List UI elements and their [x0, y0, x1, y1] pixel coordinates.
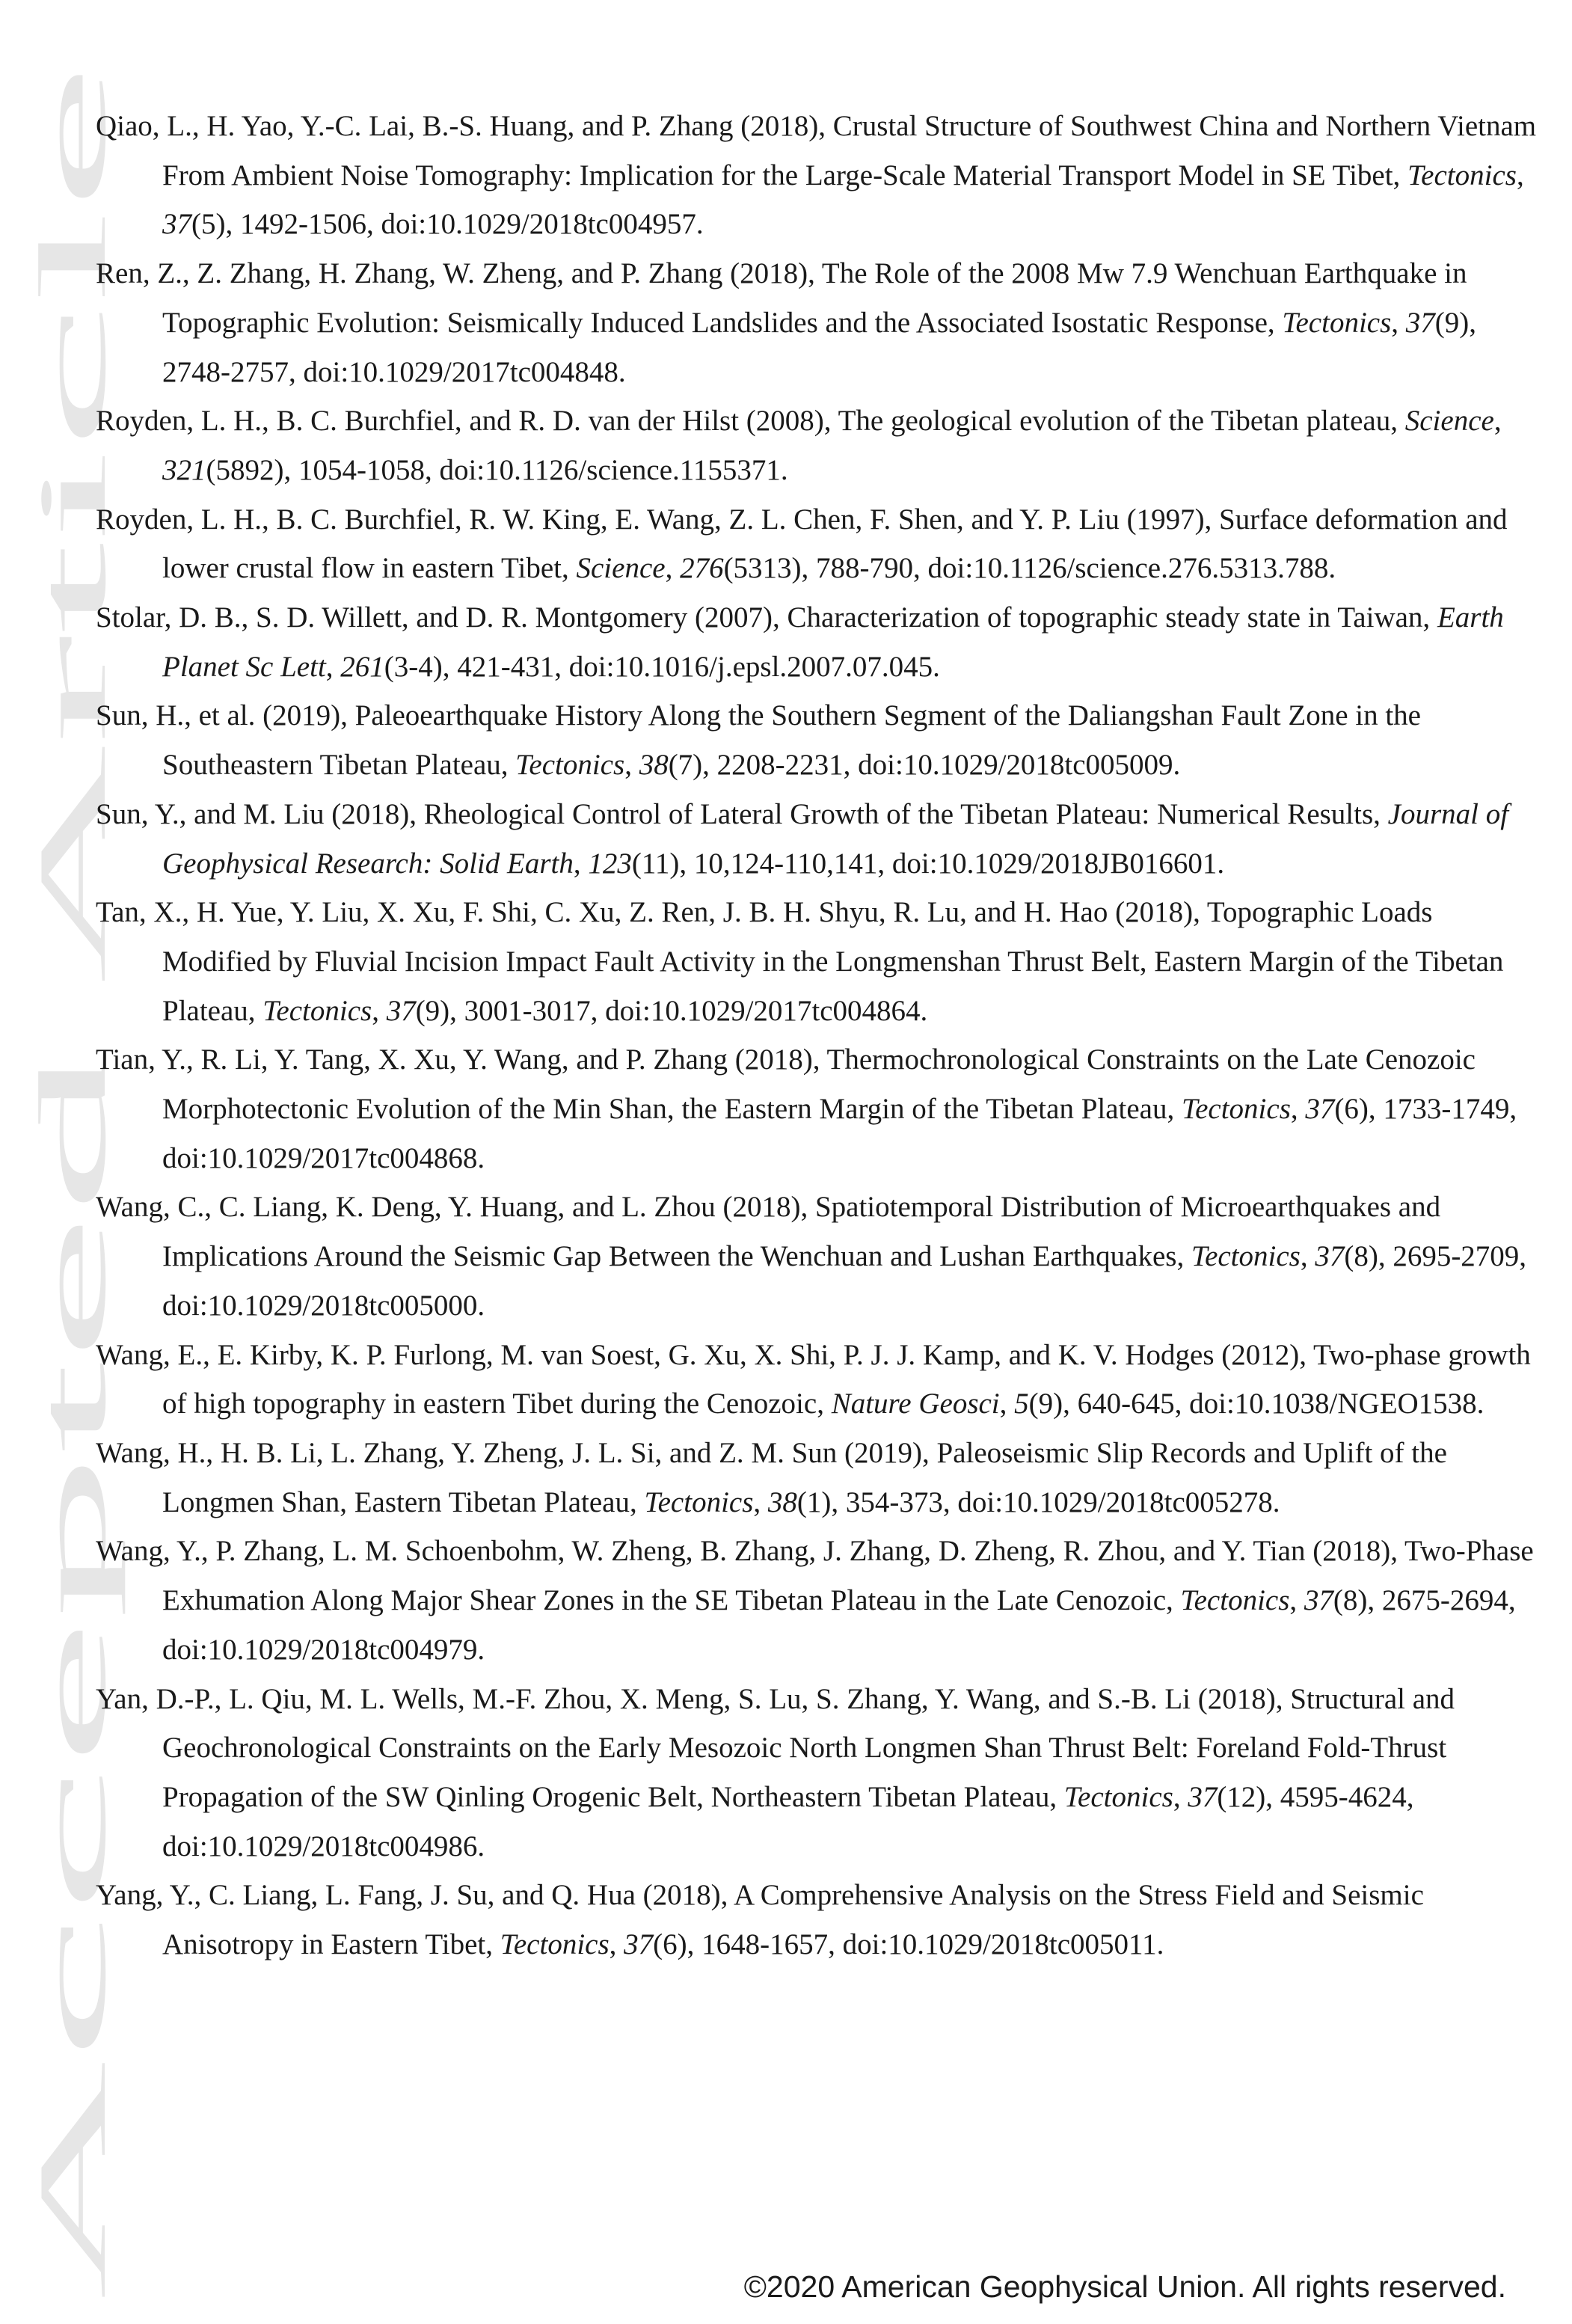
reference-pages-doi: (9), 3001-3017, doi:10.1029/2017tc004864.: [415, 994, 928, 1027]
reference-pages-doi: (9), 640-645, doi:10.1038/NGEO1538.: [1028, 1388, 1485, 1420]
reference-volume: 37: [1405, 306, 1435, 339]
reference-pages-doi: (8), 2675-2694, doi:10.1029/2018tc004979.: [162, 1584, 1516, 1666]
reference-separator: ,: [624, 749, 639, 782]
reference-entry: [96, 1527, 1539, 1674]
reference-separator: ,: [1173, 1780, 1188, 1813]
reference-entry: [96, 1183, 1539, 1330]
reference-text: Yan, D.-P., L. Qiu, M. L. Wells, M.-F. Zhou, X. Meng, S. Lu, S. Zhang, Y. Wang, and S.-B. Li (2018), Structural and Geochronological Constraints on the Early Mesozoic North Longmen Shan Thrust Belt: Foreland Fold-Thrust Propagation of the SW Qinling Orogenic Belt, Northeastern Tibetan Plateau,: [96, 1682, 1455, 1813]
reference-journal: Journal of Geophysical Research: Solid Earth: [162, 797, 1509, 880]
reference-journal: Tectonics: [515, 749, 625, 782]
reference-text: Yang, Y., C. Liang, L. Fang, J. Su, and Q. Hua (2018), A Comprehensive Analysis on the Stress Field and Seismic Anisotropy in Eastern Tibet,: [96, 1879, 1424, 1961]
reference-separator: ,: [1300, 1240, 1315, 1273]
reference-entry: [96, 1331, 1539, 1429]
copyright-footer: ©2020 American Geophysical Union. All rights reserved.: [743, 2269, 1506, 2304]
reference-pages-doi: (5313), 788-790, doi:10.1126/science.276.5313.788.: [723, 552, 1336, 585]
reference-text: Tan, X., H. Yue, Y. Liu, X. Xu, F. Shi, C. Xu, Z. Ren, J. B. H. Shyu, R. Lu, and H. Hao (2018), Topographic Loads Modified by Fluvial Incision Impact Fault Activity in the Longmenshan Thrust Belt, Eastern Margin of the Tibetan Plateau,: [96, 896, 1504, 1027]
reference-volume: 38: [639, 749, 669, 782]
reference-separator: ,: [1391, 306, 1406, 339]
reference-volume: 37: [624, 1928, 654, 1961]
reference-journal: Tectonics: [262, 994, 372, 1027]
reference-entry: [96, 1035, 1539, 1183]
reference-journal: Science: [576, 552, 666, 585]
reference-entry: [96, 691, 1539, 789]
reference-volume: 37: [1315, 1240, 1345, 1273]
reference-volume: 37: [1188, 1780, 1218, 1813]
reference-text: Royden, L. H., B. C. Burchfiel, R. W. King, E. Wang, Z. L. Chen, F. Shen, and Y. P. Liu (1997), Surface deformation and lower crustal flow in eastern Tibet,: [96, 503, 1508, 585]
reference-text: Wang, H., H. B. Li, L. Zhang, Y. Zheng, J. L. Si, and Z. M. Sun (2019), Paleoseismic Slip Records and Uplift of the Longmen Shan, Eastern Tibetan Plateau,: [96, 1436, 1447, 1518]
reference-entry: [96, 790, 1539, 888]
reference-pages-doi: (12), 4595-4624, doi:10.1029/2018tc004986.: [162, 1780, 1414, 1862]
reference-separator: ,: [573, 847, 589, 880]
reference-journal: Earth Planet Sc Lett: [162, 601, 1504, 683]
reference-text: Royden, L. H., B. C. Burchfiel, and R. D. van der Hilst (2008), The geological evolution of the Tibetan plateau,: [96, 405, 1405, 438]
reference-text: Sun, H., et al. (2019), Paleoearthquake History Along the Southern Segment of the Daliangshan Fault Zone in the Southeastern Tibetan Plateau,: [96, 699, 1421, 782]
reference-pages-doi: (11), 10,124-110,141, doi:10.1029/2018JB016601.: [631, 847, 1225, 880]
reference-pages-doi: (9), 2748-2757, doi:10.1029/2017tc004848.: [162, 306, 1477, 388]
reference-entry: [96, 249, 1539, 396]
reference-pages-doi: (3-4), 421-431, doi:10.1016/j.epsl.2007.07.045.: [384, 650, 940, 683]
reference-separator: ,: [1493, 405, 1502, 438]
reference-separator: ,: [372, 994, 387, 1027]
reference-separator: ,: [999, 1388, 1015, 1420]
reference-entry: [96, 495, 1539, 593]
reference-volume: 38: [767, 1486, 797, 1518]
reference-pages-doi: (8), 2695-2709, doi:10.1029/2018tc005000.: [162, 1240, 1527, 1322]
reference-text: Wang, C., C. Liang, K. Deng, Y. Huang, and L. Zhou (2018), Spatiotemporal Distribution of Microearthquakes and Implications Around the Seismic Gap Between the Wenchuan and Lushan Earthquakes,: [96, 1191, 1441, 1273]
reference-entry: [96, 1429, 1539, 1527]
reference-separator: ,: [1516, 159, 1524, 191]
reference-list: [96, 102, 1539, 1969]
reference-separator: ,: [753, 1486, 768, 1518]
reference-journal: Tectonics: [1407, 159, 1517, 191]
reference-volume: 37: [386, 994, 416, 1027]
reference-journal: Nature Geosci: [831, 1388, 1000, 1420]
reference-journal: Tectonics: [500, 1928, 610, 1961]
reference-volume: 37: [1305, 1093, 1335, 1126]
reference-separator: ,: [1289, 1584, 1304, 1617]
reference-text: Tian, Y., R. Li, Y. Tang, X. Xu, Y. Wang, and P. Zhang (2018), Thermochronological Constraints on the Late Cenozoic Morphotectonic Evolution of the Min Shan, the Eastern Margin of the Tibetan Plateau,: [96, 1043, 1476, 1126]
reference-pages-doi: (6), 1733-1749, doi:10.1029/2017tc004868.: [162, 1093, 1517, 1174]
reference-volume: 37: [162, 208, 191, 241]
reference-entry: [96, 1871, 1539, 1969]
reference-entry: [96, 102, 1539, 249]
reference-pages-doi: (1), 354-373, doi:10.1029/2018tc005278.: [796, 1486, 1280, 1518]
reference-text: Stolar, D. B., S. D. Willett, and D. R. Montgomery (2007), Characterization of topographic steady state in Taiwan,: [96, 601, 1437, 634]
reference-entry: [96, 888, 1539, 1035]
reference-separator: ,: [1290, 1093, 1306, 1126]
reference-journal: Science: [1404, 405, 1494, 438]
reference-text: Wang, E., E. Kirby, K. P. Furlong, M. van Soest, G. Xu, X. Shi, P. J. J. Kamp, and K. V. Hodges (2012), Two-phase growth of high topography in eastern Tibet during the Cenozoic,: [96, 1338, 1531, 1420]
reference-text: Qiao, L., H. Yao, Y.-C. Lai, B.-S. Huang, and P. Zhang (2018), Crustal Structure of Southwest China and Northern Vietnam From Ambient Noise Tomography: Implication for the Large-Scale Material Transport Model in SE Tibet,: [96, 110, 1537, 191]
reference-journal: Tectonics: [1191, 1240, 1301, 1273]
reference-volume: 37: [1304, 1584, 1333, 1617]
reference-volume: 321: [162, 453, 206, 486]
reference-text: Sun, Y., and M. Liu (2018), Rheological Control of Lateral Growth of the Tibetan Plateau: Numerical Results,: [96, 797, 1388, 830]
watermark-text: Accepted Article: [19, 1654, 126, 2300]
reference-pages-doi: (5), 1492-1506, doi:10.1029/2018tc004957.: [191, 208, 704, 241]
reference-journal: Tectonics: [1063, 1780, 1173, 1813]
reference-separator: ,: [325, 650, 341, 683]
reference-text: Wang, Y., P. Zhang, L. M. Schoenbohm, W. Zheng, B. Zhang, J. Zhang, D. Zheng, R. Zhou, and Y. Tian (2018), Two-Phase Exhumation Along Major Shear Zones in the SE Tibetan Plateau in the Late Cenozoic,: [96, 1535, 1534, 1617]
reference-pages-doi: (6), 1648-1657, doi:10.1029/2018tc005011.: [653, 1928, 1164, 1961]
reference-pages-doi: (7), 2208-2231, doi:10.1029/2018tc005009.: [668, 749, 1181, 782]
reference-separator: ,: [609, 1928, 624, 1961]
reference-volume: 276: [680, 552, 724, 585]
reference-journal: Tectonics: [1282, 306, 1392, 339]
reference-entry: [96, 396, 1539, 494]
reference-pages-doi: (5892), 1054-1058, doi:10.1126/science.1155371.: [206, 453, 788, 486]
reference-entry: [96, 593, 1539, 691]
reference-journal: Tectonics: [1180, 1584, 1290, 1617]
reference-separator: ,: [665, 552, 681, 585]
reference-journal: Tectonics: [1181, 1093, 1291, 1126]
reference-volume: 5: [1014, 1388, 1029, 1420]
reference-volume: 261: [340, 650, 384, 683]
reference-volume: 123: [588, 847, 632, 880]
reference-entry: [96, 1675, 1539, 1871]
reference-journal: Tectonics: [644, 1486, 754, 1518]
reference-text: Ren, Z., Z. Zhang, H. Zhang, W. Zheng, and P. Zhang (2018), The Role of the 2008 Mw 7.9 Wenchuan Earthquake in Topographic Evolution: Seismically Induced Landslides and the Associated Isostatic Response,: [96, 257, 1467, 339]
